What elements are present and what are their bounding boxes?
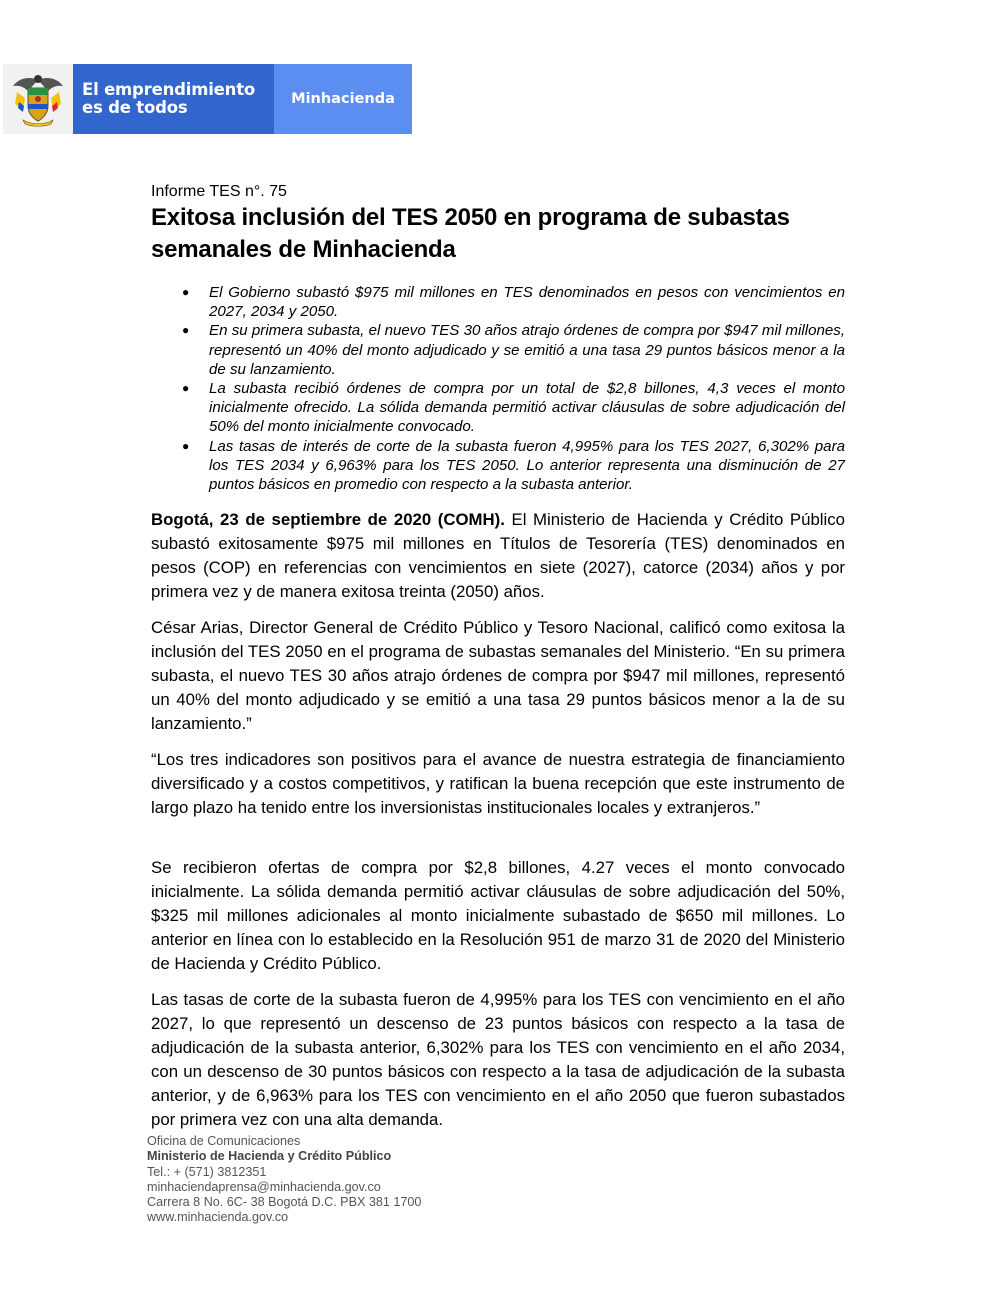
list-item (151, 283, 845, 321)
body-paragraph-1 (151, 508, 845, 604)
header-banner (3, 64, 412, 134)
bullet-icon: ● (182, 323, 190, 338)
summary-bullet-list (151, 283, 845, 494)
footer-phone: Tel.: + (571) 3812351 (147, 1164, 267, 1179)
banner-tagline-block (3, 64, 274, 134)
bullet-text: La subasta recibió órdenes de compra por un total de $2,8 billones, 4,3 veces el monto inicialmente ofrecido. La sólida demanda permitió activar cláusulas de sobre adjudicación del 50% del monto inicialmente convocado. (209, 380, 845, 436)
footer-ministry: Ministerio de Hacienda y Crédito Público (147, 1149, 392, 1164)
report-number: Informe TES n°. 75 (151, 183, 287, 200)
footer-office: Oficina de Comunicaciones (147, 1134, 301, 1148)
list-item (151, 379, 845, 437)
bullet-icon: ● (182, 285, 190, 299)
banner-brand-block (274, 64, 412, 134)
body-paragraph-4: Se recibieron ofertas de compra por $2,8 billones, 4.27 veces el monto convocado inicialmente. La sólida demanda permitió activar cláusulas de sobre adjudicación del 50%, $325 mil millones adicionales al monto inicialmente subastado de $650 mil millones. Lo anterior en línea con lo establecido en la Resolución 951 de marzo 31 de 2020 del Ministerio de Hacienda y Crédito Público. (151, 858, 845, 973)
contact-footer (147, 1134, 421, 1226)
footer-email: minhaciendaprensa@minhacienda.gov.co (147, 1179, 381, 1194)
list-item (151, 321, 845, 379)
bullet-icon: ● (182, 438, 190, 453)
banner-tagline (82, 81, 255, 117)
colombia-coat-of-arms-icon (9, 70, 67, 128)
bullet-icon: ● (182, 381, 190, 396)
brand-logo-text: Minhacienda (291, 91, 395, 107)
body-paragraph-5: Las tasas de corte de la subasta fueron de 4,995% para los TES con vencimiento en el año 2027, lo que representó un descenso de 23 puntos básicos con respecto a la tasa de adjudicación de la subasta anterior, 6,302% para los TES con vencimiento en el año 2034, con un descenso de 30 puntos básicos con respecto a la tasa de adjudicación de la subasta anterior, y de 6,963% para los TES con vencimiento en el año 2050 que fueron subastados por primera vez con una alta demanda. (151, 990, 845, 1129)
footer-website: www.minhacienda.gov.co (147, 1210, 289, 1225)
body-paragraph-2: César Arias, Director General de Crédito Público y Tesoro Nacional, calificó como exitosa la inclusión del TES 2050 en el programa de subastas semanales del Ministerio. “En su primera subasta, el nuevo TES 30 años atrajo órdenes de compra por $947 mil millones, representó un 40% del monto adjudicado y se emitió a una tasa 29 puntos básicos menor a la de su lanzamiento.” (151, 618, 845, 733)
paragraph-text: El Ministerio de Hacienda y Crédito Público subastó exitosamente $975 mil millones en Títulos de Tesorería (TES) denominados en pesos (COP) en referencias con vencimientos en siete (2027), catorce (2034) años y por primera vez y de manera exitosa treinta (2050) años. (151, 510, 845, 601)
page-title: Exitosa inclusión del TES 2050 en programa de subastas semanales de Minhacienda (151, 204, 790, 263)
bullet-text: El Gobierno subastó $975 mil millones en TES denominados en pesos con vencimientos en 2027, 2034 y 2050. (209, 284, 845, 321)
bullet-text: Las tasas de interés de corte de la subasta fueron 4,995% para los TES 2027, 6,302% para los TES 2034 y 6,963% para los TES 2050. Lo anterior representa una disminución de 27 puntos básicos en promedio con respecto a la subasta anterior. (209, 437, 845, 494)
tagline-line-1: El emprendimiento (82, 80, 256, 99)
list-item (151, 437, 845, 495)
footer-address: Carrera 8 No. 6C- 38 Bogotá D.C. PBX 381 1700 (147, 1195, 422, 1210)
body-paragraph-3: “Los tres indicadores son positivos para el avance de nuestra estrategia de financiamiento diversificado y a costos competitivos, y ratifican la buena recepción que este instrumento de largo plazo ha tenido entre los inversionistas institucionales locales y extranjeros.” (151, 750, 845, 817)
dateline: Bogotá, 23 de septiembre de 2020 (COMH). (151, 510, 505, 529)
tagline-line-2: es de todos (82, 98, 188, 117)
bullet-text: En su primera subasta, el nuevo TES 30 años atrajo órdenes de compra por $947 mil millones, representó un 40% del monto adjudicado y se emitió a una tasa 29 puntos básicos menor a la de su lanzamiento. (209, 322, 845, 378)
